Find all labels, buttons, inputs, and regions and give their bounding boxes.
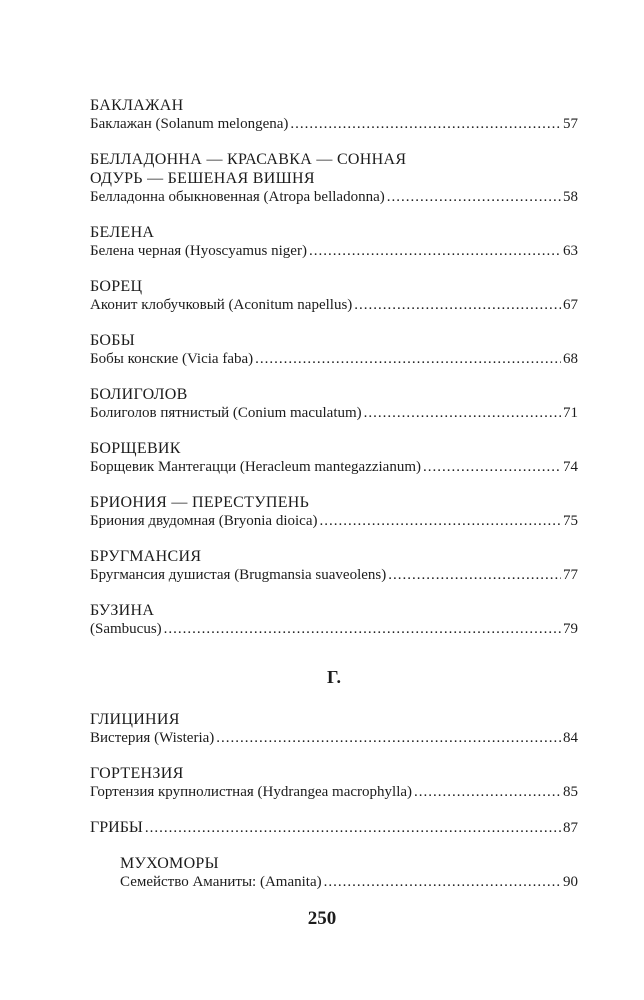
toc-entry: [90, 439, 578, 477]
page-ref: 87: [563, 820, 578, 836]
toc-subentry: [90, 854, 578, 892]
dot-leader: [354, 296, 561, 315]
entry-title: Борщевик Мантегацци (Heracleum mantegazzianum): [90, 459, 421, 475]
dot-leader: [164, 620, 561, 639]
toc-entry: [90, 547, 578, 585]
entry-heading: БЕЛЛАДОННА — КРАСАВКА — СОННАЯ ОДУРЬ — БЕШЕНАЯ ВИШНЯ: [90, 151, 407, 187]
entry-heading: БЕЛЕНА: [90, 224, 155, 241]
page-ref: 67: [563, 297, 578, 313]
toc-row: [90, 818, 578, 838]
entry-title: Белладонна обыкновенная (Atropa belladonna): [90, 189, 385, 205]
entry-heading: ГОРТЕНЗИЯ: [90, 765, 184, 782]
toc-entry: [90, 150, 578, 207]
entry-title: Бобы конские (Vicia faba): [90, 351, 254, 367]
page-ref: 77: [563, 567, 578, 583]
toc-entry: [90, 710, 578, 748]
toc-row: [90, 188, 578, 207]
table-of-contents: [90, 96, 578, 908]
page-ref: 84: [563, 730, 578, 746]
entry-title: Аконит клобучковый (Aconitum napellus): [90, 297, 353, 313]
toc-row: [90, 404, 578, 423]
dot-leader: [364, 404, 561, 423]
toc-entry: [90, 493, 578, 531]
page-ref: 79: [563, 621, 578, 637]
entry-title: Бругмансия душистая (Brugmansia suaveolens): [90, 567, 387, 583]
dot-leader: [324, 873, 561, 892]
page-ref: 74: [563, 459, 578, 475]
entry-heading: БАКЛАЖАН: [90, 97, 184, 114]
entry-title: Болиголов пятнистый (Conium maculatum): [90, 405, 362, 421]
toc-row: [90, 458, 578, 477]
toc-row: [90, 350, 578, 369]
entry-title: Белена черная (Hyoscyamus niger): [90, 243, 307, 259]
entry-heading: БОРЩЕВИК: [90, 440, 181, 457]
toc-entry: [90, 601, 578, 639]
dot-leader: [216, 729, 561, 748]
entry-heading: БРУГМАНСИЯ: [90, 548, 202, 565]
toc-entry: [90, 96, 578, 134]
dot-leader: [309, 242, 561, 261]
page-ref: 68: [563, 351, 578, 367]
page-ref: 71: [563, 405, 578, 421]
toc-entry: [90, 764, 578, 802]
entry-title: ГРИБЫ: [90, 819, 143, 836]
toc-entry: [90, 277, 578, 315]
entry-title: (Sambucus): [90, 621, 162, 637]
toc-entry: [90, 385, 578, 423]
toc-row: [90, 512, 578, 531]
page-ref: 85: [563, 784, 578, 800]
toc-entry: [90, 818, 578, 838]
toc-entry: [90, 223, 578, 261]
entry-heading: БУЗИНА: [90, 602, 155, 619]
toc-row: [120, 873, 578, 892]
toc-row: [90, 115, 578, 134]
entry-heading: БОБЫ: [90, 332, 135, 349]
dot-leader: [255, 350, 561, 369]
toc-row: [90, 296, 578, 315]
entry-title: Семейство Аманиты: (Amanita): [120, 874, 322, 890]
entry-heading: МУХОМОРЫ: [120, 855, 219, 872]
dot-leader: [145, 819, 561, 838]
toc-row: [90, 783, 578, 802]
entry-title: Вистерия (Wisteria): [90, 730, 215, 746]
dot-leader: [320, 512, 562, 531]
toc-entry: [90, 331, 578, 369]
entry-heading: БОРЕЦ: [90, 278, 143, 295]
dot-leader: [423, 458, 561, 477]
dot-leader: [290, 115, 561, 134]
entry-heading: БОЛИГОЛОВ: [90, 386, 188, 403]
entry-heading: ГЛИЦИНИЯ: [90, 711, 180, 728]
page-ref: 58: [563, 189, 578, 205]
page-ref: 63: [563, 243, 578, 259]
entry-heading: БРИОНИЯ — ПЕРЕСТУПЕНЬ: [90, 494, 310, 511]
page-number: 250: [307, 908, 337, 929]
dot-leader: [388, 566, 561, 585]
section-letter: Г.: [327, 667, 341, 687]
toc-row: [90, 566, 578, 585]
page-ref: 90: [563, 874, 578, 890]
entry-title: Бриония двудомная (Bryonia dioica): [90, 513, 318, 529]
dot-leader: [414, 783, 561, 802]
page-ref: 75: [563, 513, 578, 529]
toc-row: [90, 242, 578, 261]
entry-title: Баклажан (Solanum melongena): [90, 116, 289, 132]
dot-leader: [387, 188, 561, 207]
page-ref: 57: [563, 116, 578, 132]
toc-row: [90, 620, 578, 639]
entry-title: Гортензия крупнолистная (Hydrangea macrophylla): [90, 784, 413, 800]
toc-row: [90, 729, 578, 748]
